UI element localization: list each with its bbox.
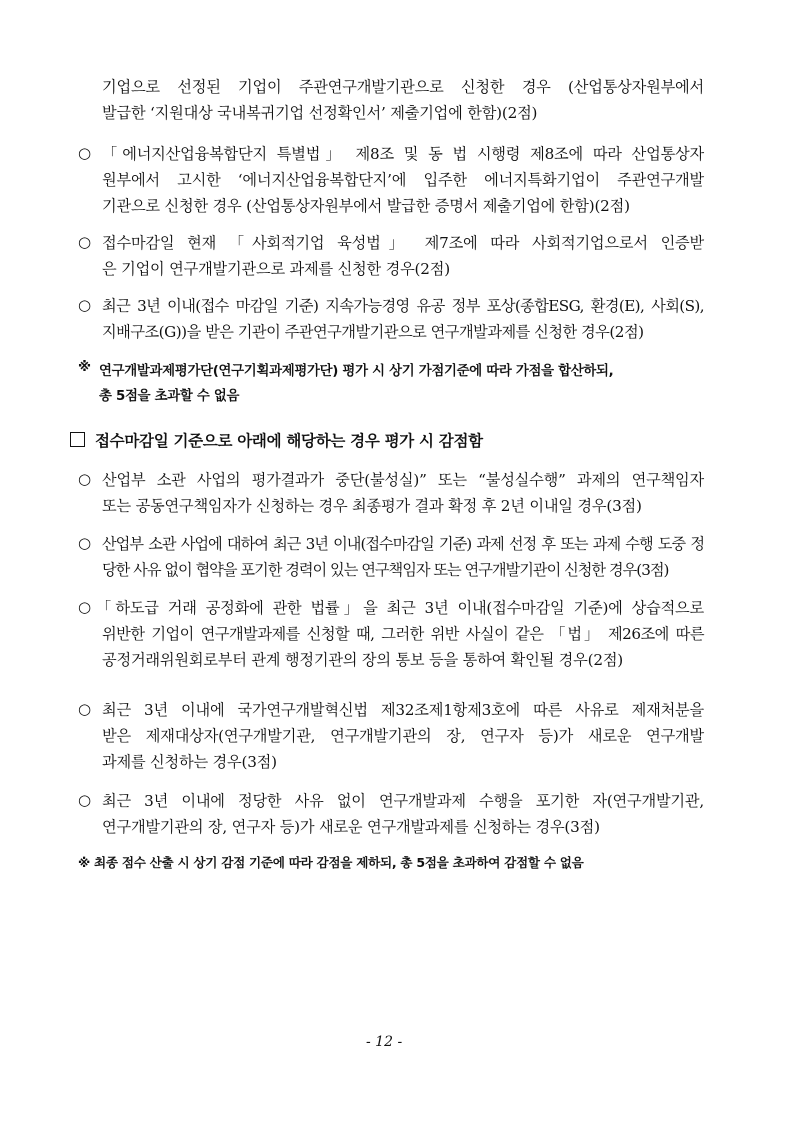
- circle-bullet-icon: ○: [78, 791, 92, 809]
- list-item-line: 연구개발기관의 장, 연구자 등)가 새로운 연구개발과제를 신청하는 경우(3점): [102, 818, 600, 836]
- circle-bullet-icon: ○: [78, 598, 92, 616]
- section-heading: 접수마감일 기준으로 아래에 해당하는 경우 평가 시 감점함: [95, 432, 483, 450]
- paragraph-line: 발급한 ‘지원대상 국내복귀기업 선정확인서’ 제출기업에 한함)(2점): [102, 104, 538, 122]
- list-item-line: 과제를 신청하는 경우(3점): [102, 753, 277, 771]
- list-item-line: 은 기업이 연구개발기관으로 과제를 신청한 경우(2점): [102, 260, 450, 278]
- list-item-line: 최근 3년 이내에 국가연구개발혁신법 제32조제1항제3호에 따른 사유로 제재처분을: [102, 701, 704, 719]
- circle-bullet-icon: ○: [78, 296, 92, 314]
- circle-bullet-icon: ○: [78, 700, 92, 718]
- page-number: - 12 -: [366, 1034, 403, 1050]
- list-item-line: 최근 3년 이내에 정당한 사유 없이 연구개발과제 수행을 포기한 자(연구개발기관,: [102, 792, 704, 810]
- list-item-line: 「에너지산업융복합단지 특별법」 제8조 및 동 법 시행령 제8조에 따라 산업통상자: [102, 145, 704, 163]
- reference-mark-icon: ※: [78, 360, 91, 375]
- paragraph-line: 기업으로 선정된 기업이 주관연구개발기관으로 신청한 경우 (산업통상자원부에서: [102, 78, 704, 96]
- list-item-line: 「하도급 거래 공정화에 관한 법률」을 최근 3년 이내(접수마감일 기준)에 상습적으로: [96, 599, 704, 617]
- circle-bullet-icon: ○: [78, 144, 92, 162]
- list-item-line: 접수마감일 현재 「사회적기업 육성법」 제7조에 따라 사회적기업으로서 인증받: [102, 234, 704, 252]
- note-line: 총 5점을 초과할 수 없음: [99, 389, 240, 404]
- note-line: 연구개발과제평가단(연구기획과제평가단) 평가 시 상기 가점기준에 따라 가점을 합산하되,: [99, 364, 614, 379]
- list-item-line: 최근 3년 이내(접수 마감일 기준) 지속가능경영 유공 정부 포상(종합ESG, 환경(E), 사회(S),: [102, 297, 704, 315]
- list-item-line: 위반한 기업이 연구개발과제를 신청할 때, 그러한 위반 사실이 같은 「법」 제26조에 따른: [102, 625, 704, 643]
- list-item-line: 지배구조(G))을 받은 기관이 주관연구개발기관으로 연구개발과제를 신청한 경우(2점): [102, 323, 644, 341]
- circle-bullet-icon: ○: [78, 233, 92, 251]
- list-item-line: 산업부 소관 사업의 평가결과가 중단(불성실)” 또는 “불성실수행” 과제의 연구책임자: [102, 471, 704, 489]
- circle-bullet-icon: ○: [78, 470, 92, 488]
- list-item-line: 원부에서 고시한 ‘에너지산업융복합단지’에 입주한 에너지특화기업이 주관연구개발: [102, 171, 704, 189]
- checkbox-square-icon: [70, 432, 85, 447]
- list-item-line: 당한 사유 없이 협약을 포기한 경력이 있는 연구책임자 또는 연구개발기관이 신청한 경우(3점): [102, 561, 669, 579]
- list-item-line: 공정거래위원회로부터 관계 행정기관의 장의 통보 등을 통하여 확인될 경우(2점): [102, 651, 624, 669]
- list-item-line: 산업부 소관 사업에 대하여 최근 3년 이내(접수마감일 기준) 과제 선정 후 또는 과제 수행 도중 정: [102, 535, 704, 553]
- note-line: ※ 최종 점수 산출 시 상기 감점 기준에 따라 감점을 제하되, 총 5점을 초과하여 감점할 수 없음: [78, 855, 584, 870]
- list-item-line: 받은 제재대상자(연구개발기관, 연구개발기관의 장, 연구자 등)가 새로운 연구개발: [102, 727, 704, 745]
- circle-bullet-icon: ○: [78, 534, 92, 552]
- list-item-line: 또는 공동연구책임자가 신청하는 경우 최종평가 결과 확정 후 2년 이내일 경우(3점): [102, 497, 642, 515]
- list-item-line: 기관으로 신청한 경우 (산업통상자원부에서 발급한 증명서 제출기업에 한함)(2점): [102, 197, 630, 215]
